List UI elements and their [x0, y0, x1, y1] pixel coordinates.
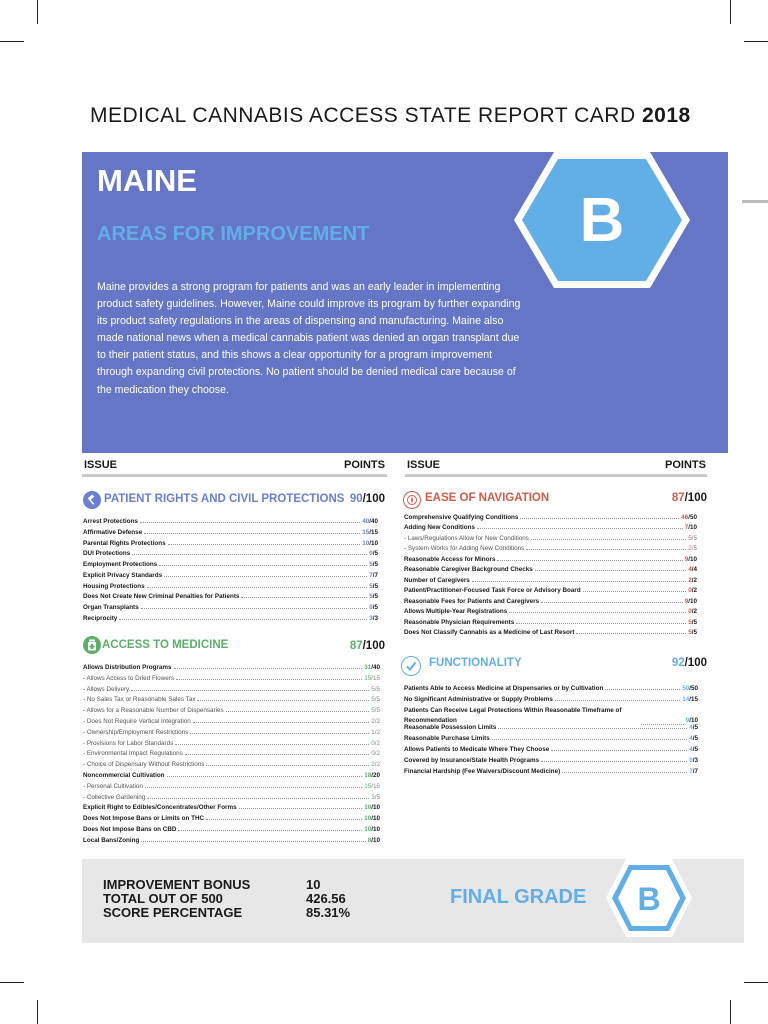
- criterion-score: 7/10: [684, 524, 697, 532]
- total-value: 426.56: [306, 891, 346, 906]
- criterion-score: 0/2: [688, 587, 697, 595]
- score-row: [83, 560, 378, 571]
- criterion-score: 2/2: [371, 718, 380, 725]
- criterion-label: Reasonable Fees for Patients and Caregivers: [404, 597, 540, 605]
- left-points-header: POINTS: [344, 459, 385, 471]
- score-row: [83, 803, 380, 814]
- leader-dots: [477, 527, 683, 529]
- leader-dots: [605, 688, 680, 690]
- score-row: [83, 728, 380, 739]
- leader-dots: [551, 749, 687, 751]
- leader-dots: [167, 775, 363, 777]
- leader-dots: [178, 829, 362, 831]
- score-percentage-label: SCORE PERCENTAGE: [103, 905, 243, 920]
- score-row: [83, 749, 380, 760]
- leader-dots: [541, 601, 683, 603]
- score-row: [404, 628, 697, 639]
- criterion-score: 4/5: [689, 735, 698, 743]
- criterion-score: 9/10: [684, 597, 697, 605]
- crop-mark: [744, 41, 768, 42]
- leader-dots: [472, 580, 686, 582]
- report-title-text: MEDICAL CANNABIS ACCESS STATE REPORT CARD: [90, 104, 636, 127]
- criterion-label: Reasonable Physician Requirements: [404, 618, 515, 626]
- grade-hexagon: [512, 150, 692, 290]
- leader-dots: [541, 760, 687, 762]
- criterion-label: Comprehensive Qualifying Conditions: [404, 514, 519, 521]
- leader-dots: [174, 667, 363, 669]
- score-row: [83, 539, 378, 550]
- medicine-bottle-icon: [83, 636, 101, 654]
- leader-dots: [141, 607, 368, 609]
- score-row: [404, 723, 698, 734]
- criterion-score: 10/10: [364, 815, 380, 823]
- criterion-label: - Laws/Regulations Allow for New Conditions: [404, 534, 529, 542]
- leader-dots: [497, 559, 682, 561]
- criterion-score: 10/10: [364, 804, 380, 812]
- criterion-score: 50/50: [682, 685, 698, 692]
- score-row: [83, 814, 380, 825]
- next-page-edge: [742, 200, 768, 203]
- criterion-score: 1/2: [371, 728, 380, 736]
- score-row: [404, 684, 698, 695]
- criterion-score: 10/10: [364, 826, 380, 833]
- leader-dots: [176, 678, 362, 680]
- compass-icon: [403, 491, 421, 509]
- criterion-score: 31/40: [364, 664, 380, 671]
- criterion-label: Adding New Conditions: [404, 524, 476, 532]
- crop-mark: [730, 1000, 731, 1024]
- leader-dots: [509, 611, 686, 613]
- crop-mark: [37, 0, 38, 24]
- criterion-label: - Collective Gardening: [83, 793, 146, 801]
- right-header-rule: [405, 474, 707, 477]
- section-title-functionality: FUNCTIONALITY: [429, 657, 522, 669]
- crop-mark: [0, 982, 24, 983]
- criterion-label: Parental Rights Protections: [83, 539, 166, 547]
- criterion-score: 5/5: [369, 593, 378, 601]
- score-row: [83, 582, 378, 593]
- criterion-label: Explicit Right to Edibles/Concentrates/Other Forms: [83, 804, 237, 812]
- criterion-label: - Choice of Dispensary Without Restrictions: [83, 761, 205, 769]
- right-issue-header: ISSUE: [407, 459, 441, 471]
- criterion-score: 4/5: [689, 724, 698, 732]
- leader-dots: [131, 689, 369, 691]
- right-points-header: POINTS: [665, 459, 706, 471]
- criterion-label: Does Not Impose Bans or Limits on THC: [83, 815, 205, 823]
- criterion-label: No Significant Administrative or Supply Problems: [404, 695, 553, 703]
- leader-dots: [168, 543, 361, 545]
- leader-dots: [140, 521, 360, 523]
- score-row: [83, 685, 380, 696]
- criterion-score: 5/5: [688, 628, 697, 636]
- score-row: [83, 517, 378, 528]
- score-row: [404, 555, 697, 566]
- checkmark-icon: [401, 656, 421, 676]
- section-score-functionality: 92/100: [671, 657, 707, 669]
- score-row: [83, 592, 378, 603]
- criterion-score: 2/2: [371, 761, 380, 769]
- section-title-patient-rights: PATIENT RIGHTS AND CIVIL PROTECTIONS: [104, 493, 345, 505]
- criterion-label: - Does Not Require Vertical Integration: [83, 718, 191, 725]
- criterion-label: Patient/Practitioner-Focused Task Force or Advisory Board: [404, 587, 581, 595]
- criterion-score: 15/15: [362, 528, 378, 536]
- score-row: [83, 614, 378, 625]
- score-row: [404, 534, 697, 545]
- criterion-score: 3/3: [369, 614, 378, 622]
- criterion-label: Reasonable Caregiver Background Checks: [404, 566, 533, 574]
- crop-mark: [0, 41, 24, 42]
- improvement-bonus-label: IMPROVEMENT BONUS: [103, 877, 251, 892]
- criterion-score: 5/5: [688, 534, 697, 542]
- score-row: [404, 618, 697, 629]
- criterion-label: Noncommercial Cultivation: [83, 772, 165, 779]
- criterion-label: - Allows for a Reasonable Number of Dispensaries: [83, 707, 224, 715]
- criterion-score: 5/5: [371, 685, 380, 693]
- criterion-label: - System Works for Adding New Conditions: [404, 545, 525, 553]
- criterion-label: - Allows Delivery: [83, 685, 130, 693]
- section-title-access: ACCESS TO MEDICINE: [102, 639, 229, 651]
- criterion-score: 3/5: [371, 793, 380, 801]
- leader-dots: [576, 632, 686, 634]
- criterion-score: 18/20: [364, 772, 380, 779]
- criterion-label: DUI Protections: [83, 550, 131, 558]
- leader-dots: [159, 564, 367, 566]
- criterion-score: 5/5: [371, 707, 380, 715]
- areas-for-improvement-heading: AREAS FOR IMPROVEMENT: [97, 223, 370, 245]
- leader-dots: [562, 771, 687, 773]
- criterion-score: 15/15: [364, 782, 380, 790]
- criterion-score: 5/5: [371, 696, 380, 704]
- score-row: [83, 549, 378, 560]
- criterion-label: Arrest Protections: [83, 518, 138, 525]
- leader-dots: [535, 569, 686, 571]
- criterion-score: 40/40: [362, 518, 378, 525]
- score-percentage-value: 85.31%: [306, 905, 351, 920]
- criterion-label: Financial Hardship (Fee Waivers/Discount Medicine): [404, 767, 561, 775]
- criterion-label: Covered by Insurance/State Health Programs: [404, 756, 540, 764]
- section-title-navigation: EASE OF NAVIGATION: [425, 492, 550, 504]
- criterion-score: 8/10: [367, 836, 380, 844]
- score-row: [83, 793, 380, 804]
- criterion-score: 0/2: [688, 608, 697, 616]
- criterion-label: Patients Can Receive Legal Protections Within Reasonable Timeframe of Recommendation: [404, 706, 622, 725]
- score-row: [404, 734, 698, 745]
- criterion-label: Allows Multiple-Year Registrations: [404, 608, 508, 616]
- score-row: [404, 544, 697, 555]
- score-row: [83, 528, 378, 539]
- score-row: [404, 607, 697, 618]
- leader-dots: [555, 699, 680, 701]
- report-year: 2018: [641, 104, 691, 127]
- leader-dots: [531, 538, 686, 540]
- section-score-access: 87/100: [349, 640, 385, 652]
- criterion-score: 7/7: [369, 571, 378, 579]
- leader-dots: [226, 710, 370, 712]
- score-row: [83, 760, 380, 771]
- leader-dots: [132, 553, 367, 555]
- score-row: [83, 674, 380, 685]
- score-row: [83, 836, 380, 847]
- left-header-rule: [82, 474, 387, 477]
- final-grade-label: FINAL GRADE: [450, 886, 587, 908]
- leader-dots: [164, 575, 367, 577]
- criterion-score: 0/2: [371, 739, 380, 747]
- leader-dots: [526, 548, 686, 550]
- criterion-label: Patients Able to Access Medicine at Dispensaries or by Cultivation: [404, 685, 604, 692]
- criterion-label: Reasonable Access for Minors: [404, 555, 496, 563]
- criterion-label: - No Sales Tax or Reasonable Sales Tax: [83, 696, 196, 704]
- leader-dots: [498, 727, 687, 729]
- criterion-score: 10/10: [362, 539, 378, 547]
- criterion-score: 0/2: [371, 750, 380, 758]
- score-row: [83, 771, 380, 782]
- criterion-score: 15/15: [364, 674, 380, 682]
- criterion-label: Local Bans/Zoning: [83, 836, 140, 844]
- score-row: [404, 597, 697, 608]
- crop-mark: [730, 0, 731, 24]
- leader-dots: [197, 699, 369, 701]
- leader-dots: [175, 743, 369, 745]
- leader-dots: [206, 764, 369, 766]
- leader-dots: [583, 590, 687, 592]
- score-row: [83, 782, 380, 793]
- criterion-label: Does Not Classify Cannabis as a Medicine of Last Resort: [404, 628, 575, 636]
- leader-dots: [185, 753, 369, 755]
- report-title: [90, 104, 691, 128]
- criterion-label: Number of Caregivers: [404, 576, 470, 584]
- criterion-label: Does Not Create New Criminal Penalties for Patients: [83, 593, 240, 601]
- leader-dots: [206, 818, 362, 820]
- leader-dots: [147, 797, 369, 799]
- leader-dots: [520, 517, 679, 519]
- criterion-label: - Provisions for Labor Standards: [83, 739, 174, 747]
- leader-dots: [144, 532, 360, 534]
- section-score-patient-rights: 90/100: [349, 493, 385, 505]
- score-row: [404, 767, 698, 778]
- section-score-navigation: 87/100: [671, 492, 707, 504]
- leader-dots: [147, 586, 368, 588]
- criterion-score: 0/5: [369, 550, 378, 558]
- criterion-score: 5/5: [369, 582, 378, 590]
- score-row: [404, 523, 697, 534]
- score-row: [83, 695, 380, 706]
- score-row: [83, 717, 380, 728]
- criterion-label: Organ Transplants: [83, 604, 139, 611]
- criterion-label: Allows Patients to Medicate Where They Choose: [404, 746, 550, 753]
- criterion-label: - Allows Access to Dried Flowers: [83, 674, 174, 682]
- crop-mark: [744, 982, 768, 983]
- score-row: [404, 756, 698, 767]
- score-row: [83, 825, 380, 836]
- leader-dots: [492, 738, 687, 740]
- criterion-score: 2/2: [688, 576, 697, 584]
- score-row: [404, 513, 697, 524]
- criterion-label: Employment Protections: [83, 561, 158, 568]
- leader-dots: [516, 622, 686, 624]
- score-row: [404, 745, 698, 756]
- score-row: [404, 565, 697, 576]
- score-row: [83, 739, 380, 750]
- score-row: [404, 576, 697, 587]
- final-grade-hexagon: [604, 857, 694, 939]
- leader-dots: [119, 618, 367, 620]
- left-issue-header: ISSUE: [84, 459, 118, 471]
- criterion-label: Explicit Privacy Standards: [83, 571, 163, 579]
- criterion-score: 9/10: [685, 717, 698, 725]
- criterion-score: 4/4: [688, 566, 697, 574]
- criterion-score: 5/5: [688, 618, 697, 626]
- total-label: TOTAL OUT OF 500: [103, 891, 223, 906]
- leader-dots: [239, 807, 363, 809]
- leader-dots: [193, 721, 369, 723]
- state-summary-paragraph: Maine provides a strong program for patients and was an early leader in implementing product safety guidelines. However, Maine could improve its program by further expanding its product safety regulations in the areas of dispensing and manufacturing. Maine also made national news when a medical cannabis patient was denied an organ transplant due to their patient status, and this shows a clear opportunity for a program improvement through expanding civil protections. No patient should be denied medical care because of the medication they choose.: [97, 281, 521, 396]
- criterion-score: 2/5: [688, 545, 697, 553]
- crop-mark: [37, 1000, 38, 1024]
- leader-dots: [190, 732, 369, 734]
- leader-dots: [145, 786, 362, 788]
- state-name: MAINE: [97, 163, 197, 198]
- criterion-score: 9/10: [684, 555, 697, 563]
- score-row: [83, 706, 380, 717]
- criterion-score: 7/7: [689, 767, 698, 775]
- criterion-label: Reasonable Possession Limits: [404, 724, 497, 732]
- score-row: [83, 603, 378, 614]
- score-row: [404, 586, 697, 597]
- criterion-score: 0/3: [689, 756, 698, 764]
- criterion-label: Housing Protections: [83, 582, 145, 590]
- criterion-score: 14/15: [682, 695, 698, 703]
- criterion-score: 0/5: [369, 604, 378, 611]
- criterion-label: Allows Distribution Programs: [83, 664, 172, 671]
- criterion-label: Does Not Impose Bans on CBD: [83, 826, 177, 833]
- final-grade-letter: B: [637, 881, 661, 917]
- grade-letter: B: [579, 186, 625, 255]
- criterion-label: Affirmative Defense: [83, 528, 143, 536]
- improvement-bonus-value: 10: [306, 877, 321, 892]
- criterion-label: - Personal Cultivation: [83, 782, 143, 790]
- score-row: [404, 695, 698, 706]
- leader-dots: [141, 840, 365, 842]
- criterion-score: 5/5: [369, 561, 378, 568]
- criterion-label: Reciprocity: [83, 614, 118, 622]
- criterion-label: Reasonable Purchase Limits: [404, 735, 490, 743]
- score-row: [83, 571, 378, 582]
- criterion-label: - Ownership/Employment Restrictions: [83, 728, 189, 736]
- score-row: [83, 663, 380, 674]
- criterion-label: - Environmental Impact Regulations: [83, 750, 183, 758]
- criterion-score: 46/50: [681, 514, 697, 521]
- gavel-icon: [83, 491, 101, 509]
- criterion-score: 4/5: [689, 746, 698, 753]
- leader-dots: [241, 596, 367, 598]
